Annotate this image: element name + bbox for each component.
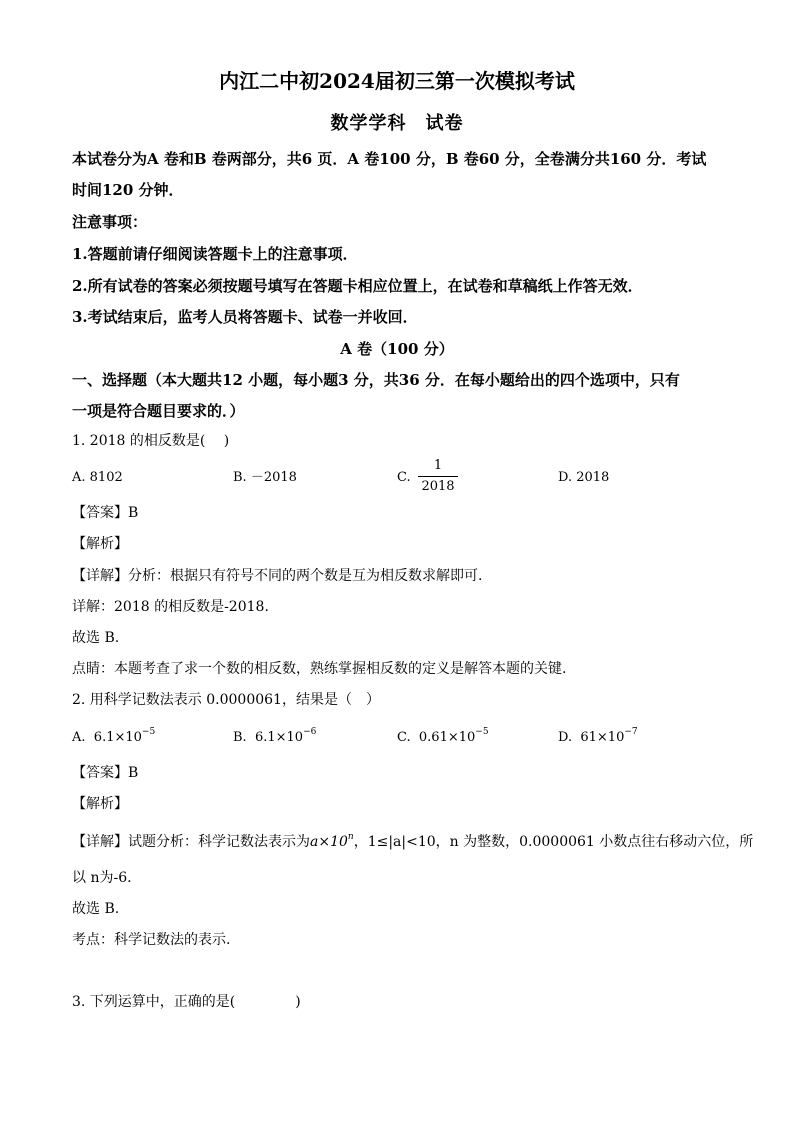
q3-stem-close: )	[295, 994, 301, 1010]
option-base: 0.61×10	[418, 730, 476, 745]
fraction-bar	[418, 476, 458, 477]
answer-value: B	[128, 765, 139, 781]
note-item-1: 1.答题前请仔细阅读答题卡上的注意事项．	[72, 245, 358, 263]
part1-heading-line-2: 一项是符合题目要求的．）	[72, 402, 245, 420]
q2-detail-line-1	[72, 832, 753, 852]
q2-analysis-tag	[72, 794, 128, 814]
option-label: A.	[72, 730, 86, 745]
q1-option-c-label: C.	[397, 470, 411, 485]
formula-exponent: n	[347, 832, 354, 842]
q2-choose: 故选 B.	[72, 901, 120, 917]
part1-heading-line-1: 一、选择题（本大题共12 小题，每小题3 分，共36 分．在每小题给出的四个选项中，只有	[72, 371, 680, 389]
option-label: D.	[558, 730, 573, 745]
option-exponent: −6	[303, 727, 317, 737]
detail-text-a: 试题分析：科学记数法表示为	[128, 834, 310, 850]
q1-choose: 故选 B.	[72, 630, 120, 646]
q1-stem: 1. 2018 的相反数是( )	[72, 433, 230, 449]
q2-option-c	[397, 728, 489, 748]
intro-line-2: 时间120 分钟．	[72, 181, 184, 199]
option-base: 61×10	[580, 730, 625, 745]
note-item-3: 3.考试结束后，监考人员将答题卡、试卷一并收回．	[72, 308, 418, 326]
q2-answer	[72, 763, 138, 783]
detail-text: 分析：根据只有符号不同的两个数是互为相反数求解即可.	[128, 568, 483, 584]
q3-stem-text: 3. 下列运算中，正确的是(	[72, 994, 236, 1010]
section-label: A 卷（100 分）	[340, 340, 454, 358]
option-exponent: −5	[475, 727, 489, 737]
q1-option-d: D. 2018	[558, 470, 610, 485]
q1-option-a: A. 8102	[72, 470, 123, 485]
fraction-denominator: 2018	[421, 479, 455, 494]
q2-option-b	[233, 728, 316, 748]
analysis-tag: 【解析】	[72, 796, 128, 812]
intro-line-1: 本试卷分为A 卷和B 卷两部分，共6 页．A 卷100 分，B 卷60 分，全卷满分共160 分．考试	[72, 150, 707, 168]
q3-stem	[72, 992, 301, 1012]
detail-tag: 【详解】	[72, 568, 128, 584]
option-label: B.	[233, 730, 247, 745]
option-label: C.	[397, 730, 411, 745]
q1-comment: 点睛：本题考查了求一个数的相反数，熟练掌握相反数的定义是解答本题的关键.	[72, 661, 567, 677]
answer-value: B	[128, 505, 139, 521]
detail-tag: 【详解】	[72, 834, 128, 850]
q1-detail	[72, 566, 482, 586]
detail-text-b: ，1≤|a|<10，n 为整数，0.0000061 小数点往右移动六位，所	[353, 834, 754, 850]
fraction-numerator: 1	[433, 458, 443, 473]
option-base: 6.1×10	[254, 730, 304, 745]
q1-solve: 详解：2018 的相反数是-2018.	[72, 599, 269, 615]
option-exponent: −7	[624, 727, 638, 737]
formula-base: a×10	[310, 834, 348, 850]
option-exponent: −5	[141, 727, 156, 737]
q2-option-a	[72, 728, 155, 748]
note-item-2: 2.所有试卷的答案必须按题号填写在答题卡相应位置上，在试卷和草稿纸上作答无效．	[72, 277, 643, 295]
q1-analysis-tag	[72, 534, 128, 554]
q2-stem: 2. 用科学记数法表示 0.0000061，结果是（ ）	[72, 692, 380, 708]
analysis-tag: 【解析】	[72, 536, 128, 552]
exam-title: 内江二中初2024届初三第一次模拟考试	[219, 69, 575, 93]
q1-option-b: B. －2018	[233, 470, 297, 485]
option-base: 6.1×10	[93, 730, 142, 745]
q1-option-c-fraction	[418, 458, 458, 495]
exam-subtitle: 数学学科 试卷	[330, 113, 464, 134]
notes-heading: 注意事项：	[72, 213, 148, 231]
q1-answer	[72, 503, 138, 523]
q2-option-d	[558, 728, 638, 748]
answer-tag: 【答案】	[72, 505, 128, 521]
answer-tag: 【答案】	[72, 765, 128, 781]
q2-detail-line-2: 以 n为-6.	[72, 870, 132, 886]
q2-point: 考点：科学记数法的表示.	[72, 932, 231, 948]
